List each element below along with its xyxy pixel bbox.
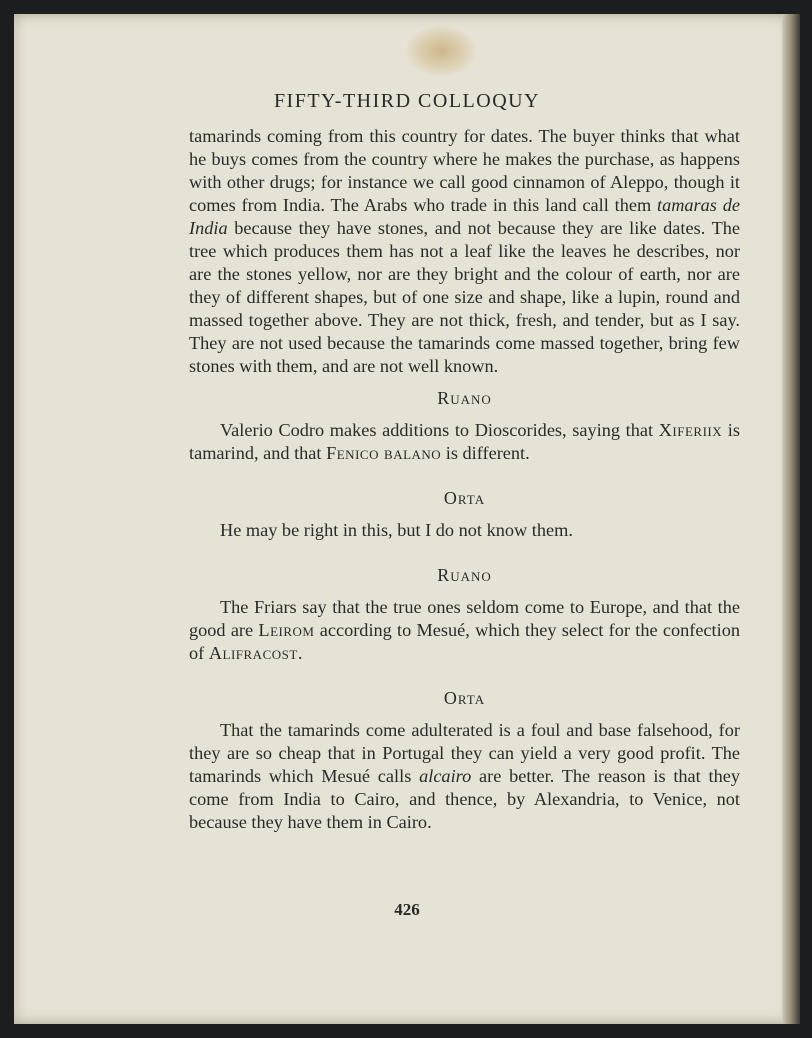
page-spine [782,14,800,1024]
paragraph-continued [189,125,740,378]
small-caps-term: Leirom [258,620,315,640]
speaker-heading: Ruano [437,565,492,585]
small-caps-term: Alifracost [208,643,298,663]
paragraph [189,719,740,834]
small-caps-term: Xiferiix [658,420,723,440]
book-page [14,14,800,1024]
text-run: Valerio Codro makes additions to Dioscorides, saying that [220,420,659,440]
text-run: because they have stones, and not because they are like dates. The tree which produces them has not a leaf like the leaves he describes, nor are the stones yellow, nor are they bright and the colour of earth, nor are they of different shapes, but of one size and shape, like a lupin, round and massed together above. They are not thick, fresh, and tender, but as I say. They are not used because the tamarinds come massed together, bring few stones with them, and are not well known. [189,218,740,376]
text-run: are better. The reason is that they come from India to Cairo, and thence, by Alexandria, to Venice, not because they have them in Cairo. [189,766,740,832]
italic-term: alcairo [419,766,472,786]
page-stain [406,26,476,76]
text-run: That the tamarinds come adulterated is a foul and base falsehood, for they are so cheap that in Portugal they can yield a very good profit. The tamarinds which Mesué calls [189,720,740,786]
speaker-heading: Orta [443,688,486,708]
speaker-heading: Ruano [437,388,492,408]
paragraph [189,596,740,665]
paragraph [189,419,740,465]
text-run: . [297,643,303,663]
text-run: according to Mesué, which they select for the confection of [189,620,740,663]
text-block [189,125,740,834]
italic-term: tamaras de India [189,195,740,238]
page-number: 426 [394,900,420,919]
text-run: tamarinds coming from this country for dates. The buyer thinks that what he buys comes from the country where he makes the purchase, as happens with other drugs; for instance we call good cinnamon of Aleppo, though it comes from India. The Arabs who trade in this land call them [189,126,740,215]
text-run: is tamarind, and that [189,420,741,463]
paragraph: He may be right in this, but I do not know them. [220,520,573,540]
text-run: is different. [441,443,530,463]
text-run: The Friars say that the true ones seldom come to Europe, and that the good are [189,597,740,640]
speaker-heading: Orta [443,488,486,508]
small-caps-term: Fenico balano [326,443,442,463]
running-head: FIFTY-THIRD COLLOQUY [273,90,541,112]
